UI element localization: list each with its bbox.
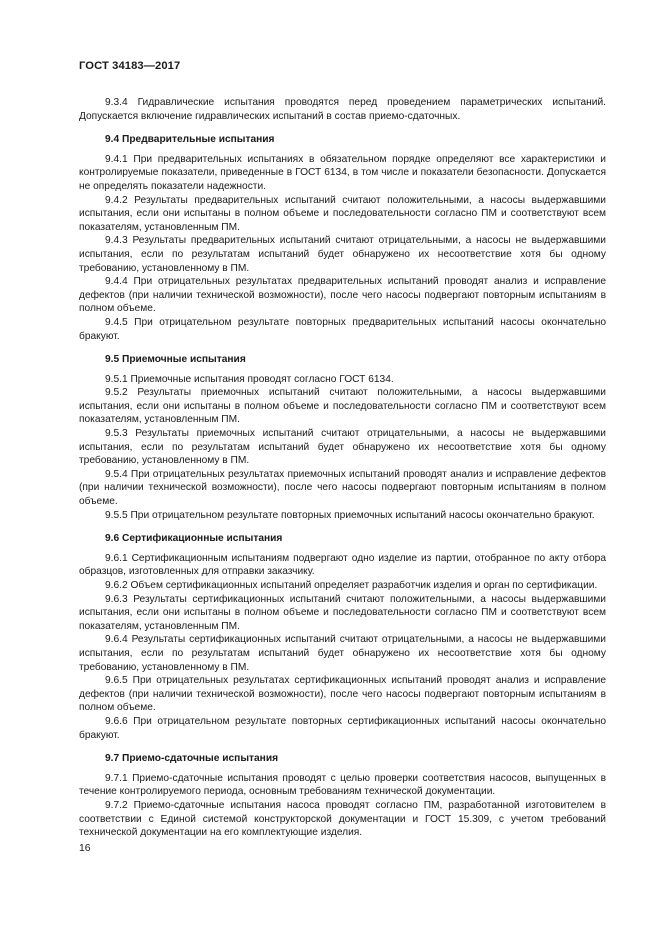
paragraph-9-6-4: 9.6.4 Результаты сертификационных испытаний считают отрицательными, а насосы не выдержавшими испытания, если по результатам испытаний будет обнаружено их несоответствие хотя бы одному требованию, установленному в ПМ. [79,634,606,673]
page-number: 16 [79,843,91,854]
paragraph-9-5-3: 9.5.3 Результаты приемочных испытаний считают отрицательными, а насосы не выдержавшими испытания, если по результатам испытаний будет обнаружено их несоответствие хотя бы одному требованию, установленному в ПМ. [79,428,606,467]
section-heading-9-5: 9.5 Приемочные испытания [105,354,246,366]
paragraph-9-4-2: 9.4.2 Результаты предварительных испытаний считают положительными, а насосы выдержавшими испытания, если они испытаны в полном объеме и последовательности согласно ПМ и соответствуют всем показателям, установленным ПМ. [79,194,606,233]
paragraph-9-4-5: 9.4.5 При отрицательном результате повторных предварительных испытаний насосы окончательно бракуют. [79,316,606,342]
paragraph-9-6-6: 9.6.6 При отрицательном результате повторных сертификационных испытаний насосы окончательно бракуют. [79,715,606,741]
paragraph-9-4-4: 9.4.4 При отрицательных результатах предварительных испытаний проводят анализ и исправление дефектов (при наличии технической возможности), после чего насосы подвергают повторным испытаниям в полном объеме. [79,276,606,315]
document-header: ГОСТ 34183—2017 [79,60,181,72]
document-body [79,96,606,840]
section-heading-9-6: 9.6 Сертификационные испытания [105,533,283,545]
paragraph-9-6-3: 9.6.3 Результаты сертификационных испытаний считают положительными, а насосы выдержавшими испытания, если они испытаны в полном объеме и последовательности согласно ПМ и соответствуют всем показателям, установленным ПМ. [79,593,606,632]
paragraph-9-3-4: 9.3.4 Гидравлические испытания проводятся перед проведением параметрических испытаний. Допускается включение гидравлических испытаний в состав приемо-сдаточных. [79,97,606,122]
paragraph-9-5-1: 9.5.1 Приемочные испытания проводят согласно ГОСТ 6134. [105,373,394,385]
paragraph-9-6-1: 9.6.1 Сертификационным испытаниям подвергают одно изделие из партии, отобранное по акту отбора образцов, изготовленных для отправки заказчику. [79,552,606,578]
section-heading-9-7: 9.7 Приемо-сдаточные испытания [105,753,279,765]
paragraph-9-5-5: 9.5.5 При отрицательном результате повторных приемочных испытаний насосы окончательно бракуют. [105,509,595,521]
paragraph-9-5-4: 9.5.4 При отрицательных результатах приемочных испытаний проводят анализ и исправление дефектов (при наличии технической возможности), после чего насосы подвергают повторным испытаниям в полном объеме. [79,468,606,508]
paragraph-9-5-2: 9.5.2 Результаты приемочных испытаний считают положительными, а насосы выдержавшими испытания, если они испытаны в полном объеме и последовательности согласно ПМ и соответствуют всем показателям, установленным ПМ. [79,387,606,426]
paragraph-9-7-2: 9.7.2 Приемо-сдаточные испытания насоса проводят согласно ПМ, разработанной изготовителем в соответствии с Единой системой конструкторской документации и ГОСТ 15.309, с учетом требований технической документации на его комплектующие изделия. [79,799,606,839]
paragraph-9-7-1: 9.7.1 Приемо-сдаточные испытания проводят с целью проверки соответствия насосов, выпущенных в течение контролируемого периода, основным требованиям технической документации. [79,772,606,798]
section-heading-9-4: 9.4 Предварительные испытания [105,134,275,146]
paragraph-9-6-2: 9.6.2 Объем сертификационных испытаний определяет разработчик изделия и орган по сертификации. [105,580,598,591]
paragraph-9-6-5: 9.6.5 При отрицательных результатах сертификационных испытаний проводят анализ и исправление дефектов (при наличии технической возможности), после чего насосы подвергают повторным испытаниям в полном объеме. [79,675,606,714]
paragraph-9-4-3: 9.4.3 Результаты предварительных испытаний считают отрицательными, а насосы не выдержавшими испытания, если по результатам испытаний будет обнаружено их несоответствие хотя бы одному требованию, установленному в ПМ. [79,235,606,274]
paragraph-9-4-1: 9.4.1 При предварительных испытаниях в обязательном порядке определяют все характеристики и контролируемые показатели, приведенные в ГОСТ 6134, в том числе и показатели безопасности. Допускается не определять показатели надежности. [79,153,606,192]
